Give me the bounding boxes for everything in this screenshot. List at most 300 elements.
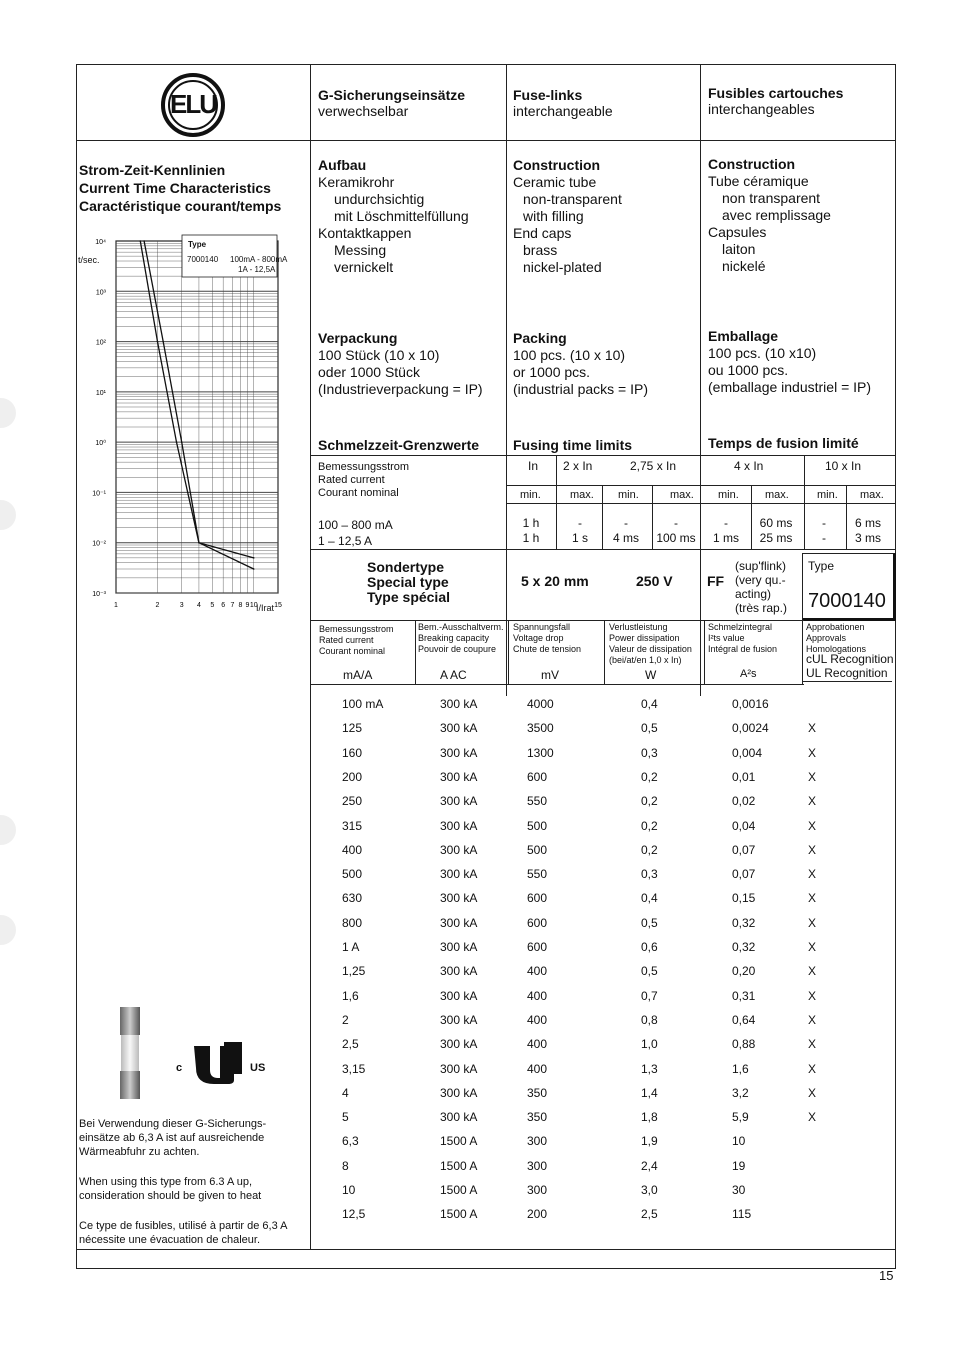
th-line: I²ts value [708,633,745,643]
x-tick-label: 5 [210,602,215,609]
chart-title [79,161,281,215]
table-cell: 600 [527,891,548,905]
packing-fr-title: Emballage [708,328,779,344]
packing-line: (emballage industriel = IP) [708,379,872,395]
minmax-label: min. [817,489,838,501]
table-cell: X [808,1110,817,1124]
fusing-value: 60 ms [759,516,793,530]
packing-de-title: Verpackung [318,330,398,346]
y-tick-label: 10¹ [95,389,106,397]
brand-logo [160,72,226,138]
table-cell: 8 [342,1159,349,1173]
minmax-label: max. [570,489,594,501]
table-cell: 1500 A [440,1159,478,1173]
th-line: Pouvoir de coupure [418,644,497,654]
table-cell: 315 [342,819,363,833]
table-cell: 300 kA [440,697,478,711]
header-en [513,87,613,119]
construction-de [318,157,469,276]
table-cell: 0,5 [641,964,658,978]
ff-line: acting) [735,587,772,601]
rated-de: Bemessungsstrom [318,461,410,473]
table-cell: 800 [342,916,363,930]
th-line: Approbationen [806,622,865,632]
table-cell: 1,3 [641,1062,658,1076]
page-number: 15 [879,1268,894,1283]
table-cell: X [808,770,817,784]
table-cell: 1,9 [641,1134,658,1148]
y-tick-label: 10³ [95,289,106,297]
construction-line: nickelé [722,258,766,274]
table-cell: 1 A [342,940,360,954]
y-tick-label: 10⁻³ [92,591,106,598]
approval-cul: cUL Recognition [806,652,894,666]
th-rated [319,624,394,657]
special-ff-desc [735,559,787,615]
fusing-value: - [724,516,728,530]
type-label: Type [808,559,835,573]
header-de [318,87,465,119]
th-line: (bei/at/en 1,0 x In) [609,655,682,665]
fusing-col-275in: 2,75 x In [630,459,677,473]
table-cell: 300 [527,1183,548,1197]
fusing-value: 1 ms [712,531,739,545]
table-cell: 5 [342,1110,349,1124]
punch-hole [0,815,16,845]
x-tick-label: 1 [114,602,118,609]
construction-line: Capsules [708,224,767,240]
table-cell: 10 [732,1134,746,1148]
table-cell: 300 kA [440,1013,478,1027]
table-cell: 0,3 [641,867,658,881]
fusing-de-title: Schmelzzeit-Grenzwerte [318,437,480,453]
table-cell: X [808,794,817,808]
y-axis-label: t/sec. [78,255,100,265]
th-line: Spannungsfall [513,622,571,632]
fusing-col-10in: 10 x In [825,459,862,473]
table-cell: 0,07 [732,867,756,881]
y-tick-label: 10⁰ [95,440,106,448]
packing-de [318,330,483,398]
y-tick-label: 10⁴ [95,239,106,246]
fusing-value: 1 h [522,516,540,530]
table-cell: 3500 [527,721,554,735]
fuse-image [118,1007,142,1099]
y-tick-label: 10⁻¹ [92,490,106,498]
unit-power: W [645,668,657,682]
series-point [157,341,159,343]
ff-line: (sup'flink) [735,559,786,573]
series-point [139,240,141,242]
table-cell: 400 [527,1037,548,1051]
table-cell: 0,2 [641,843,658,857]
construction-line: avec remplissage [722,207,831,223]
special-type-de: Sondertype [367,559,445,575]
rated-fr: Courant nominal [318,487,399,499]
fusing-value: - [578,516,582,530]
table-cell: 6,3 [342,1134,359,1148]
construction-line: Kontaktkappen [318,225,412,241]
table-cell: 0,004 [732,746,763,760]
table-cell: 0,02 [732,794,756,808]
special-type-fr: Type spécial [367,589,451,605]
table-cell: 1500 A [440,1134,478,1148]
table-cell: 1,6 [732,1062,749,1076]
th-voltage-drop [513,622,581,655]
table-cell: 0,4 [641,697,658,711]
table-cell: X [808,1037,817,1051]
series-point [162,341,164,343]
table-cell: 2,5 [641,1207,658,1221]
construction-line: mit Löschmittelfüllung [334,208,469,224]
table-cell: 100 mA [342,697,384,711]
table-cell: 300 kA [440,989,478,1003]
th-line: Schmelzintegral [708,622,773,632]
th-line: Homologations [806,644,867,654]
ul-c: c [176,1062,183,1074]
th-line: Breaking capacity [418,633,490,643]
fusing-value: 3 ms [854,531,881,545]
chart-title-en: Current Time Characteristics [79,180,271,196]
construction-en [513,157,622,276]
table-cell: 600 [527,940,548,954]
table-cell: 550 [527,867,548,881]
th-line: Chute de tension [513,644,582,654]
table-cell: 200 [342,770,363,784]
table-cell: 300 kA [440,891,478,905]
table-cell: 1,8 [641,1110,658,1124]
special-type-en: Special type [367,574,449,590]
packing-en [513,330,648,398]
table-cell: 400 [527,1062,548,1076]
note-de: Bei Verwendung dieser G-Sicherungs-einsätze ab 6,3 A ist auf ausreichende Wärmeabfuhr zu achten. [79,1118,267,1158]
table-cell: X [808,940,817,954]
construction-de-title: Aufbau [318,157,367,173]
th-line: Bemessungsstrom [319,624,394,634]
table-cell: 125 [342,721,363,735]
time-current-chart [80,225,290,625]
fusing-range-2: 1 – 12,5 A [318,534,373,548]
table-cell: 350 [527,1086,548,1100]
special-size: 5 x 20 mm [521,573,589,589]
packing-fr [708,328,871,396]
table-cell: 3,2 [732,1086,749,1100]
header-en-sub: interchangeable [513,103,613,119]
table-cell: 300 [527,1159,548,1173]
approval-ul: UL Recognition [806,666,888,680]
construction-line: with filling [523,208,584,224]
header-fr-sub: interchangeables [708,101,815,117]
unit-voltage: mV [541,668,559,682]
x-tick-label: 15 [274,602,282,609]
table-cell: 4 [342,1086,349,1100]
fusing-col-in: In [528,459,539,473]
fusing-col-4in: 4 x In [734,459,764,473]
table-cell: 0,2 [641,794,658,808]
special-type [367,560,450,605]
header-en-title: Fuse-links [513,87,583,103]
table-cell: 0,2 [641,819,658,833]
table-cell: 500 [527,843,548,857]
unit-current: mA/A [343,668,373,682]
table-cell: 300 [527,1134,548,1148]
series-point [143,240,145,242]
table-cell: 5,9 [732,1110,749,1124]
fusing-value: 1 s [571,531,588,545]
table-cell: 1,0 [641,1037,658,1051]
table-cell: 600 [527,916,548,930]
th-approvals [806,622,866,655]
minmax-label: max. [860,489,884,501]
ul-recognized-mark [176,1040,272,1086]
construction-line: Ceramic tube [513,174,597,190]
construction-line: vernickelt [334,259,394,275]
table-cell: 0,64 [732,1013,756,1027]
type-number: 7000140 [808,590,886,612]
th-line: Rated current [319,635,374,645]
table-cell: 600 [527,770,548,784]
table-cell: 200 [527,1207,548,1221]
table-cell: X [808,867,817,881]
table-cell: 3,0 [641,1183,658,1197]
punch-hole [0,500,16,530]
table-cell: 1300 [527,746,554,760]
th-line: Valeur de dissipation [609,644,692,654]
table-cell: 300 kA [440,1037,478,1051]
x-tick-label: 7 [230,602,235,609]
legend-series-2: 1A - 12,5A [238,265,276,274]
x-tick-label: 8 [238,602,243,609]
table-cell: X [808,746,817,760]
table-cell: 300 kA [440,1110,478,1124]
legend-title: Type [188,240,207,249]
table-cell: 2 [342,1013,349,1027]
logo-text: ELU [170,89,216,119]
table-cell: 300 kA [440,770,478,784]
construction-line: non transparent [722,190,821,206]
table-cell: 0,0016 [732,697,769,711]
table-cell: 0,32 [732,940,756,954]
table-cell: 0,07 [732,843,756,857]
table-cell: 630 [342,891,363,905]
minmax-label: max. [765,489,789,501]
table-cell: 550 [527,794,548,808]
x-tick-label: 2 [155,602,160,609]
table-cell: 2,4 [641,1159,658,1173]
table-cell: 300 kA [440,940,478,954]
table-cell: 0,20 [732,964,756,978]
table-cell: 1500 A [440,1207,478,1221]
table-cell: 30 [732,1183,746,1197]
table-cell: X [808,1086,817,1100]
table-cell: 0,6 [641,940,658,954]
th-power [609,622,692,666]
legend-series-1: 100mA - 800mA [230,255,288,264]
table-cell: 300 kA [440,867,478,881]
series-point [181,441,183,443]
packing-line: oder 1000 Stück [318,364,420,380]
table-cell: 19 [732,1159,746,1173]
minmax-label: min. [718,489,739,501]
table-cell: 300 kA [440,794,478,808]
table-cell: 3,15 [342,1062,366,1076]
fusing-value: - [822,516,826,530]
table-cell: 2,5 [342,1037,359,1051]
x-axis-label: I/Irat [256,603,275,613]
approvals-list [806,652,894,680]
rated-en: Rated current [318,474,385,486]
x-tick-label: 3 [179,602,184,609]
header-de-sub: verwechselbar [318,103,409,119]
chart-title-de: Strom-Zeit-Kennlinien [79,162,226,178]
th-breaking [418,622,504,655]
packing-en-title: Packing [513,330,567,346]
fusing-value: 25 ms [759,531,793,545]
table-cell: 115 [732,1207,752,1221]
table-cell: 1,4 [641,1086,658,1100]
table-cell: 0,8 [641,1013,658,1027]
minmax-label: max. [670,489,694,501]
packing-line: ou 1000 pcs. [708,362,789,378]
y-tick-label: 10² [95,339,106,347]
construction-line: undurchsichtig [334,191,425,207]
packing-line: or 1000 pcs. [513,364,591,380]
table-cell: 0,5 [641,916,658,930]
table-cell: 1,6 [342,989,359,1003]
table-cell: X [808,1062,817,1076]
table-cell: 250 [342,794,363,808]
table-cell: X [808,891,817,905]
x-tick-label: 4 [196,602,201,609]
table-cell: 500 [342,867,363,881]
fusing-value: 4 ms [612,531,639,545]
note-fr: Ce type de fusibles, utilisé à partir de 6,3 A nécessite une évacuation de chaleur. [79,1220,287,1246]
fusing-value: - [624,516,628,530]
y-tick-label: 10⁻² [92,540,106,548]
table-cell: 0,2 [641,770,658,784]
table-cell: 350 [527,1110,548,1124]
special-ff: FF [707,573,725,589]
th-line: Approvals [806,633,847,643]
ul-us: US [250,1062,266,1074]
unit-breaking: A AC [440,668,467,682]
chart-title-fr: Caractéristique courant/temps [79,198,282,214]
fusing-value: 1 h [522,531,540,545]
x-tick-label: 6 [221,602,226,609]
legend-type: 7000140 [187,255,219,264]
table-cell: 12,5 [342,1207,366,1221]
construction-line: End caps [513,225,572,241]
fusing-value: - [822,531,826,545]
fusing-en-title: Fusing time limits [513,437,633,453]
table-cell: X [808,964,817,978]
series-point [198,542,200,544]
table-cell: X [808,1013,817,1027]
packing-line: (Industrieverpackung = IP) [318,381,483,397]
th-line: Verlustleistung [609,622,668,632]
table-cell: 300 kA [440,1062,478,1076]
construction-line: Messing [334,242,387,258]
fusing-value: 6 ms [854,516,881,530]
special-voltage: 250 V [636,573,673,589]
table-cell: 300 kA [440,1086,478,1100]
header-fr-title: Fusibles cartouches [708,85,844,101]
table-cell: 1500 A [440,1183,478,1197]
table-cell: 4000 [527,697,554,711]
table-cell: 300 kA [440,819,478,833]
fusing-value: 100 ms [656,531,696,545]
table-cell: 300 kA [440,916,478,930]
fusing-range-1: 100 – 800 mA [318,518,393,532]
packing-line: (industrial packs = IP) [513,381,648,397]
th-line: Courant nominal [319,646,386,656]
series-point [176,441,178,443]
packing-line: 100 Stück (10 x 10) [318,347,440,363]
th-line: Power dissipation [609,633,680,643]
minmax-label: min. [618,489,639,501]
series-point [253,568,255,570]
table-cell: 400 [342,843,363,857]
packing-line: 100 pcs. (10 x 10) [513,347,626,363]
table-cell: 0,0024 [732,721,769,735]
table-cell: 0,31 [732,989,756,1003]
series-point [253,557,255,559]
fusing-fr-title: Temps de fusion limité [708,435,859,451]
ff-line: (très rap.) [735,601,788,615]
construction-line: non-transparent [523,191,622,207]
fusing-value: - [674,516,678,530]
construction-fr-title: Construction [708,156,796,172]
table-cell: 300 kA [440,721,478,735]
table-cell: 400 [527,989,548,1003]
table-cell: 300 kA [440,746,478,760]
table-cell: 0,7 [641,989,658,1003]
header-fr [708,85,843,117]
fusing-rated-label [318,461,409,500]
packing-line: 100 pcs. (10 x10) [708,345,817,361]
table-cell: 0,32 [732,916,756,930]
punch-hole [0,398,16,428]
th-line: Voltage drop [513,633,564,643]
table-cell: 10 [342,1183,356,1197]
x-tick-label: 9 [245,602,250,609]
table-cell: 0,04 [732,819,756,833]
header-de-title: G-Sicherungseinsätze [318,87,466,103]
table-cell: X [808,843,817,857]
table-cell: X [808,916,817,930]
th-line: Intégral de fusion [708,644,778,654]
type-box [802,553,896,621]
table-cell: 0,88 [732,1037,756,1051]
construction-line: laiton [722,241,756,257]
table-cell: X [808,819,817,833]
table-cell: 400 [527,964,548,978]
construction-line: nickel-plated [523,259,602,275]
table-cell: 0,4 [641,891,658,905]
table-cell: 0,5 [641,721,658,735]
table-cell: 0,15 [732,891,756,905]
construction-en-title: Construction [513,157,601,173]
table-cell: X [808,989,817,1003]
construction-line: Keramikrohr [318,174,395,190]
construction-fr [708,156,831,275]
x-tick-label: 10 [249,602,258,609]
th-i2t [708,622,777,655]
table-cell: 1,25 [342,964,366,978]
table-cell: X [808,721,817,735]
ff-line: (very qu.- [735,573,786,587]
construction-line: brass [523,242,558,258]
